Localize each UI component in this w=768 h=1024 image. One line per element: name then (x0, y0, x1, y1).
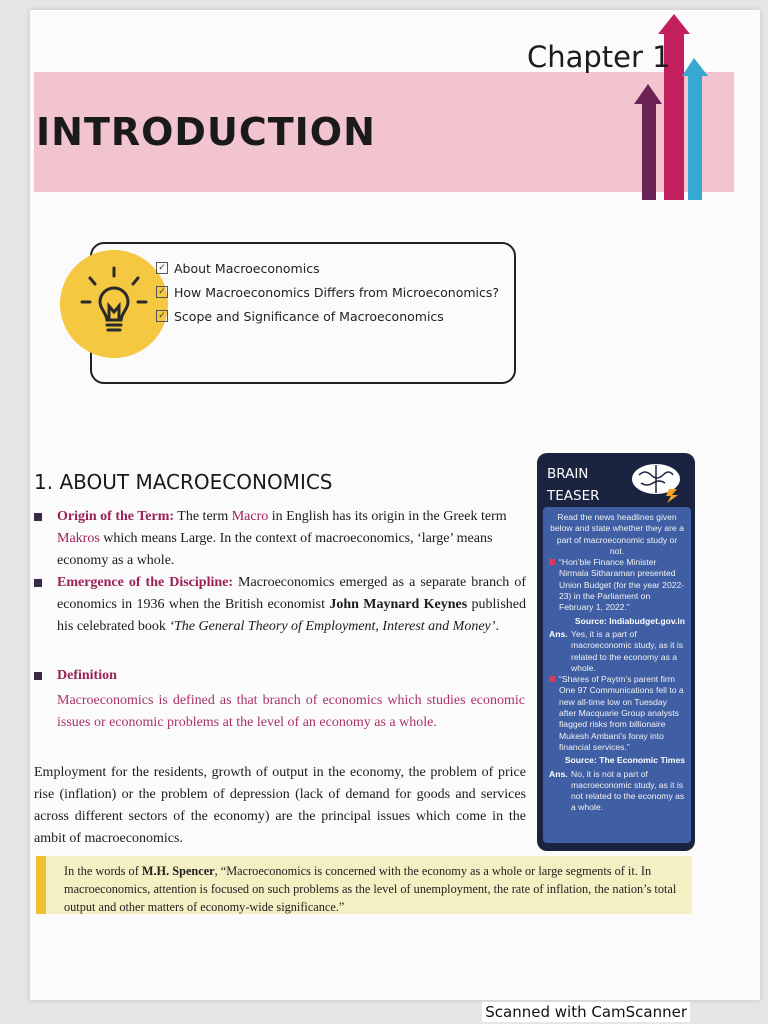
origin-bullet: Origin of the Term: The term Macro in English has its origin in the Greek term Makros which means Large. In the context of macroeconomics, ‘large’ means economy as a whole. (34, 506, 526, 572)
outline-item: ✓ How Macroeconomics Differs from Microeconomics? (156, 280, 499, 304)
checkbox-icon: ✓ (156, 310, 168, 322)
bullet-square-icon (34, 672, 42, 680)
spencer-quote: In the words of M.H. Spencer, “Macroeconomics is concerned with the economy as a whole or large segments of it. In macroeconomics, attention is focused on such problems as the level of unemployment, the rate of inflation, the nation’s total output and other matters of economy-wide significance.” (36, 856, 692, 914)
lightbulb-icon (60, 250, 168, 358)
outline-item: ✓ Scope and Significance of Macroeconomics (156, 304, 499, 328)
textbook-page (30, 10, 760, 1000)
section-heading: 1. ABOUT MACROECONOMICS (34, 470, 333, 494)
red-bullet-icon (549, 676, 555, 682)
bullet-square-icon (34, 579, 42, 587)
body-paragraph: Employment for the residents, growth of output in the economy, the problem of price rise (inflation) or the problem of depression (lack of demand for goods and services across different sectors of the economy) are the principal issues which come in the ambit of macroeconomics. (34, 765, 526, 846)
emergence-bullet: Emergence of the Discipline: Macroeconomics emerged as a separate branch of economics in 1936 when the British economist John Maynard Keynes published his celebrated book ‘The General Theory of Employment, Interest and Money’. (34, 572, 526, 638)
chapter-label: Chapter 1 (527, 40, 671, 74)
teaser-content: Read the news headlines given below and state whether they are a part of macroeconomic study or not. “Hon’ble Finance Minister Nirmala Sitharaman presented Union Budget (for the year 2022-23) in the Parliament on February 1, 2022.” Source: Indiabudget.gov.in Ans. Yes, it is a part of macroeconomic study, as it is related to the economy as a whole. “Shares of Paytm’s parent firm One 97 Communications fell to a new all-time low on Tuesday after Macquarie Group analysts flagged risks from billionaire Mukesh Ambani’s foray into financial services.” Source: The Economic Times Ans. No, it is not a part of macroeconomic study, as it is not related to the economy as a whole. (543, 507, 691, 843)
camscanner-watermark: Scanned with CamScanner (482, 1002, 690, 1022)
definition-bullet: Definition (34, 665, 526, 687)
page-title: INTRODUCTION (36, 110, 376, 154)
outline-list (156, 256, 499, 328)
definition-text: Macroeconomics is defined as that branch of economics which studies economic issues or economic problems at the level of an economy as a whole. (57, 693, 525, 730)
outline-item: ✓ About Macroeconomics (156, 256, 499, 280)
checkbox-icon: ✓ (156, 262, 168, 274)
brain-teaser-box (537, 453, 695, 851)
bullet-square-icon (34, 513, 42, 521)
red-bullet-icon (549, 559, 555, 565)
checkbox-icon: ✓ (156, 286, 168, 298)
growth-arrows-icon (630, 10, 710, 200)
teaser-title: BRAIN TEASER (547, 466, 600, 504)
brain-icon (625, 459, 687, 503)
